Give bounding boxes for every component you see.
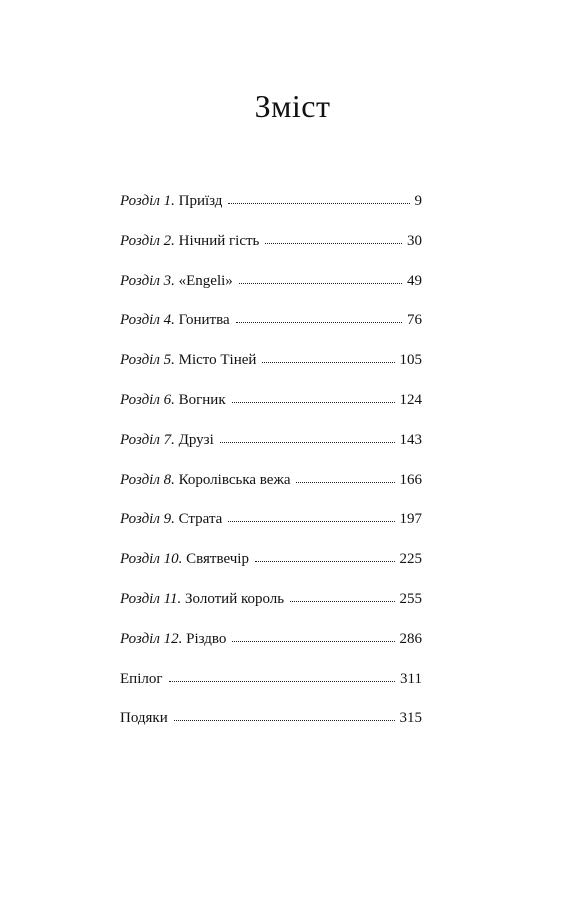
toc-entry — [120, 710, 422, 750]
toc-entry-prefix: Розділ 8. — [120, 471, 175, 488]
dot-leader — [228, 203, 409, 204]
dot-leader — [262, 362, 394, 363]
toc-entry-page: 76 — [407, 312, 422, 329]
toc-entry — [120, 233, 422, 273]
toc-entry-title: Епілог — [120, 670, 163, 687]
toc-entry — [120, 472, 422, 512]
table-of-contents — [120, 193, 422, 750]
toc-entry-page: 315 — [399, 710, 422, 727]
toc-entry-title: Гонитва — [174, 312, 230, 329]
dot-leader — [232, 402, 395, 403]
toc-entry-page: 166 — [399, 471, 422, 488]
toc-entry — [120, 591, 422, 631]
toc-entry-page: 30 — [407, 232, 422, 249]
toc-entry-page: 124 — [399, 391, 422, 408]
dot-leader — [265, 243, 402, 244]
page-title: Зміст — [254, 88, 331, 124]
toc-entry — [120, 631, 422, 671]
toc-entry-prefix: Розділ 10. — [120, 551, 183, 568]
toc-entry-label — [120, 193, 222, 210]
toc-entry-prefix: Розділ 7. — [120, 431, 175, 448]
dot-leader — [290, 601, 394, 602]
toc-entry — [120, 312, 422, 352]
toc-entry-title: Друзі — [174, 431, 214, 448]
toc-entry-prefix: Розділ 9. — [120, 511, 175, 528]
toc-entry-prefix: Розділ 3. — [120, 272, 175, 289]
toc-entry — [120, 352, 422, 392]
toc-entry — [120, 392, 422, 432]
toc-entry-page: 49 — [407, 272, 422, 289]
dot-leader — [239, 283, 402, 284]
dot-leader — [174, 720, 395, 721]
toc-entry — [120, 432, 422, 472]
toc-entry-label — [120, 710, 168, 727]
toc-entry-label — [120, 432, 214, 449]
toc-entry-label — [120, 312, 230, 329]
toc-entry-page: 255 — [399, 590, 422, 607]
toc-entry-title: Місто Тіней — [174, 352, 257, 369]
toc-entry-page: 143 — [399, 431, 422, 448]
dot-leader — [220, 442, 395, 443]
toc-entry-title: Святвечір — [182, 551, 249, 568]
toc-entry — [120, 671, 422, 711]
toc-entry-title: Приїзд — [174, 193, 223, 209]
dot-leader — [236, 322, 402, 323]
toc-entry-label — [120, 392, 226, 409]
toc-entry-page: 197 — [399, 511, 422, 528]
toc-entry — [120, 551, 422, 591]
toc-entry-prefix: Розділ 2. — [120, 232, 175, 249]
toc-entry-label — [120, 671, 163, 688]
toc-entry-prefix: Розділ 5. — [120, 352, 175, 369]
toc-entry-title: Вогник — [174, 391, 226, 408]
toc-entry-label — [120, 352, 256, 369]
toc-entry-label — [120, 511, 222, 528]
dot-leader — [169, 681, 396, 682]
toc-entry-prefix: Розділ 6. — [120, 391, 175, 408]
toc-entry-page: 105 — [399, 352, 422, 369]
toc-entry-title: Золотий король — [181, 590, 285, 607]
toc-entry-page: 286 — [399, 630, 422, 647]
toc-entry-title: Подяки — [120, 710, 168, 727]
dot-leader — [255, 561, 395, 562]
toc-entry — [120, 273, 422, 313]
toc-entry — [120, 511, 422, 551]
toc-entry-title: Королівська вежа — [174, 471, 291, 488]
toc-entry-prefix: Розділ 11. — [120, 590, 182, 607]
dot-leader — [296, 482, 394, 483]
toc-entry-label — [120, 233, 259, 250]
toc-entry-label — [120, 591, 284, 608]
toc-entry-page: 311 — [400, 670, 422, 687]
toc-entry-label — [120, 631, 226, 648]
toc-entry-prefix: Розділ 1. — [120, 193, 175, 209]
toc-entry-page: 225 — [399, 551, 422, 568]
dot-leader — [232, 641, 394, 642]
toc-entry-title: Нічний гість — [174, 232, 260, 249]
toc-entry-label — [120, 273, 233, 290]
dot-leader — [228, 521, 394, 522]
toc-entry — [120, 193, 422, 233]
toc-entry-label — [120, 551, 249, 568]
toc-entry-prefix: Розділ 12. — [120, 630, 183, 647]
toc-entry-prefix: Розділ 4. — [120, 312, 175, 329]
toc-entry-title: Страта — [174, 511, 223, 528]
toc-entry-title: «Engeli» — [174, 272, 233, 289]
toc-entry-title: Різдво — [182, 630, 227, 647]
toc-entry-page: 9 — [414, 193, 422, 209]
toc-entry-label — [120, 472, 290, 489]
